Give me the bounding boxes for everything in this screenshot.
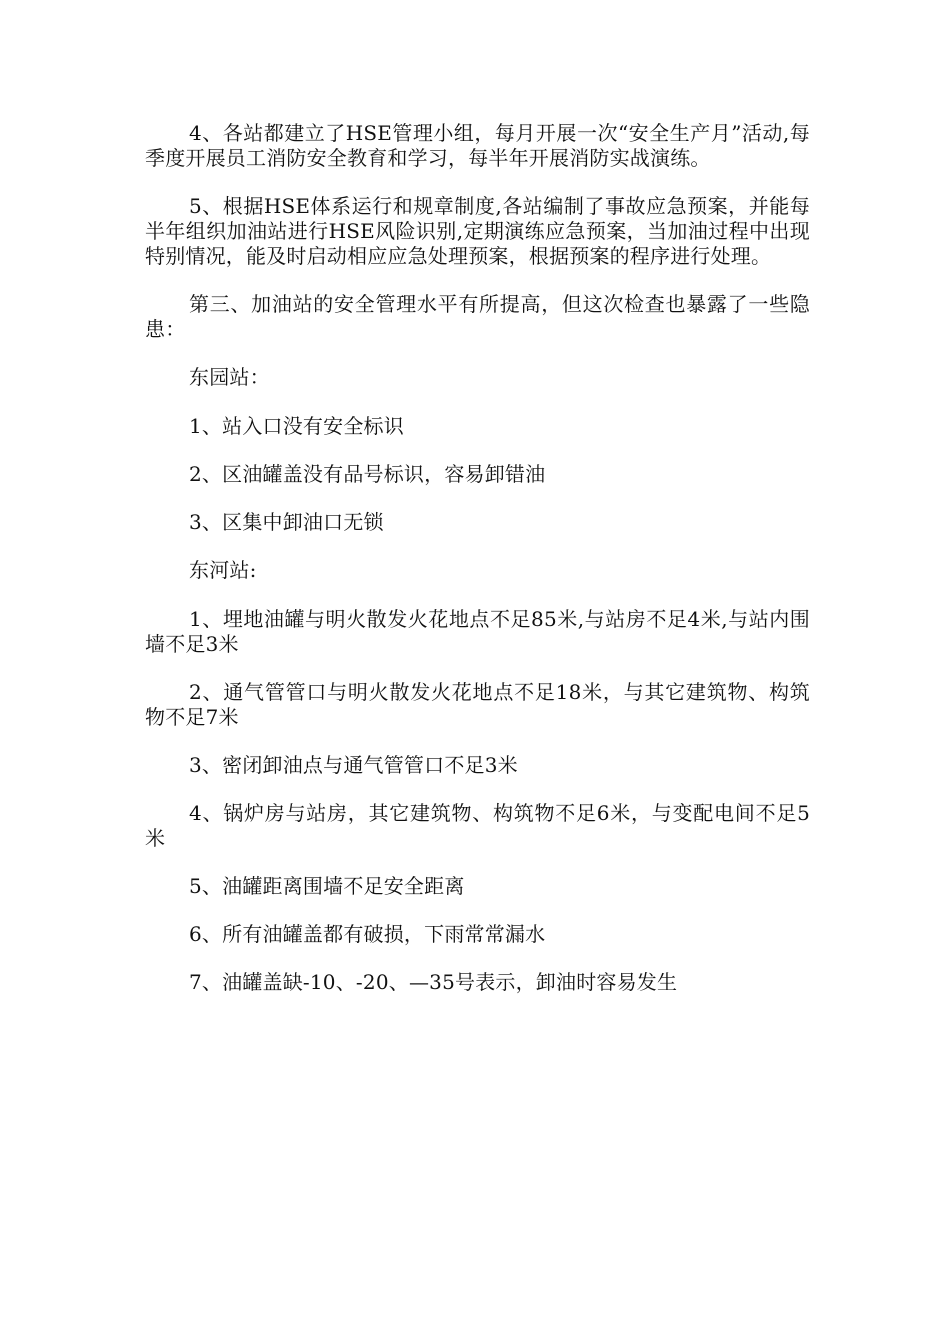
list-item: 3、密闭卸油点与通气管管口不足3米	[189, 753, 518, 777]
station-heading-donghe: 东河站:	[189, 558, 257, 582]
station-heading-dongyuan: 东园站：	[189, 365, 270, 389]
list-item: 5、油罐距离围墙不足安全距离	[189, 874, 465, 898]
paragraph-emergency-plan: 5、根据HSE体系运行和规章制度,各站编制了事故应急预案，并能每半年组织加油站进行HSE风险识别,定期演练应急预案，当加油过程中出现特别情况，能及时启动相应应急处理预案，根据预案的程序进行处理。	[145, 194, 810, 268]
paragraph-hse-team: 4、各站都建立了HSE管理小组，每月开展一次“安全生产月”活动,每季度开展员工消防安全教育和学习，每半年开展消防实战演练。	[145, 121, 810, 170]
list-item: 1、站入口没有安全标识	[189, 414, 404, 438]
list-item: 7、油罐盖缺-10、-20、—35号表示，卸油时容易发生	[189, 970, 678, 994]
paragraph-section-three: 第三、加油站的安全管理水平有所提高，但这次检查也暴露了一些隐患：	[145, 292, 810, 341]
list-item: 6、所有油罐盖都有破损，下雨常常漏水	[189, 922, 546, 946]
list-item: 2、通气管管口与明火散发火花地点不足18米，与其它建筑物、构筑物不足7米	[145, 680, 810, 729]
list-item: 4、锅炉房与站房，其它建筑物、构筑物不足6米，与变配电间不足5米	[145, 801, 810, 850]
list-item: 2、区油罐盖没有品号标识，容易卸错油	[189, 462, 546, 486]
document-page	[145, 121, 810, 1018]
list-item: 3、区集中卸油口无锁	[189, 510, 384, 534]
list-item: 1、埋地油罐与明火散发火花地点不足85米,与站房不足4米,与站内围墙不足3米	[145, 607, 810, 656]
